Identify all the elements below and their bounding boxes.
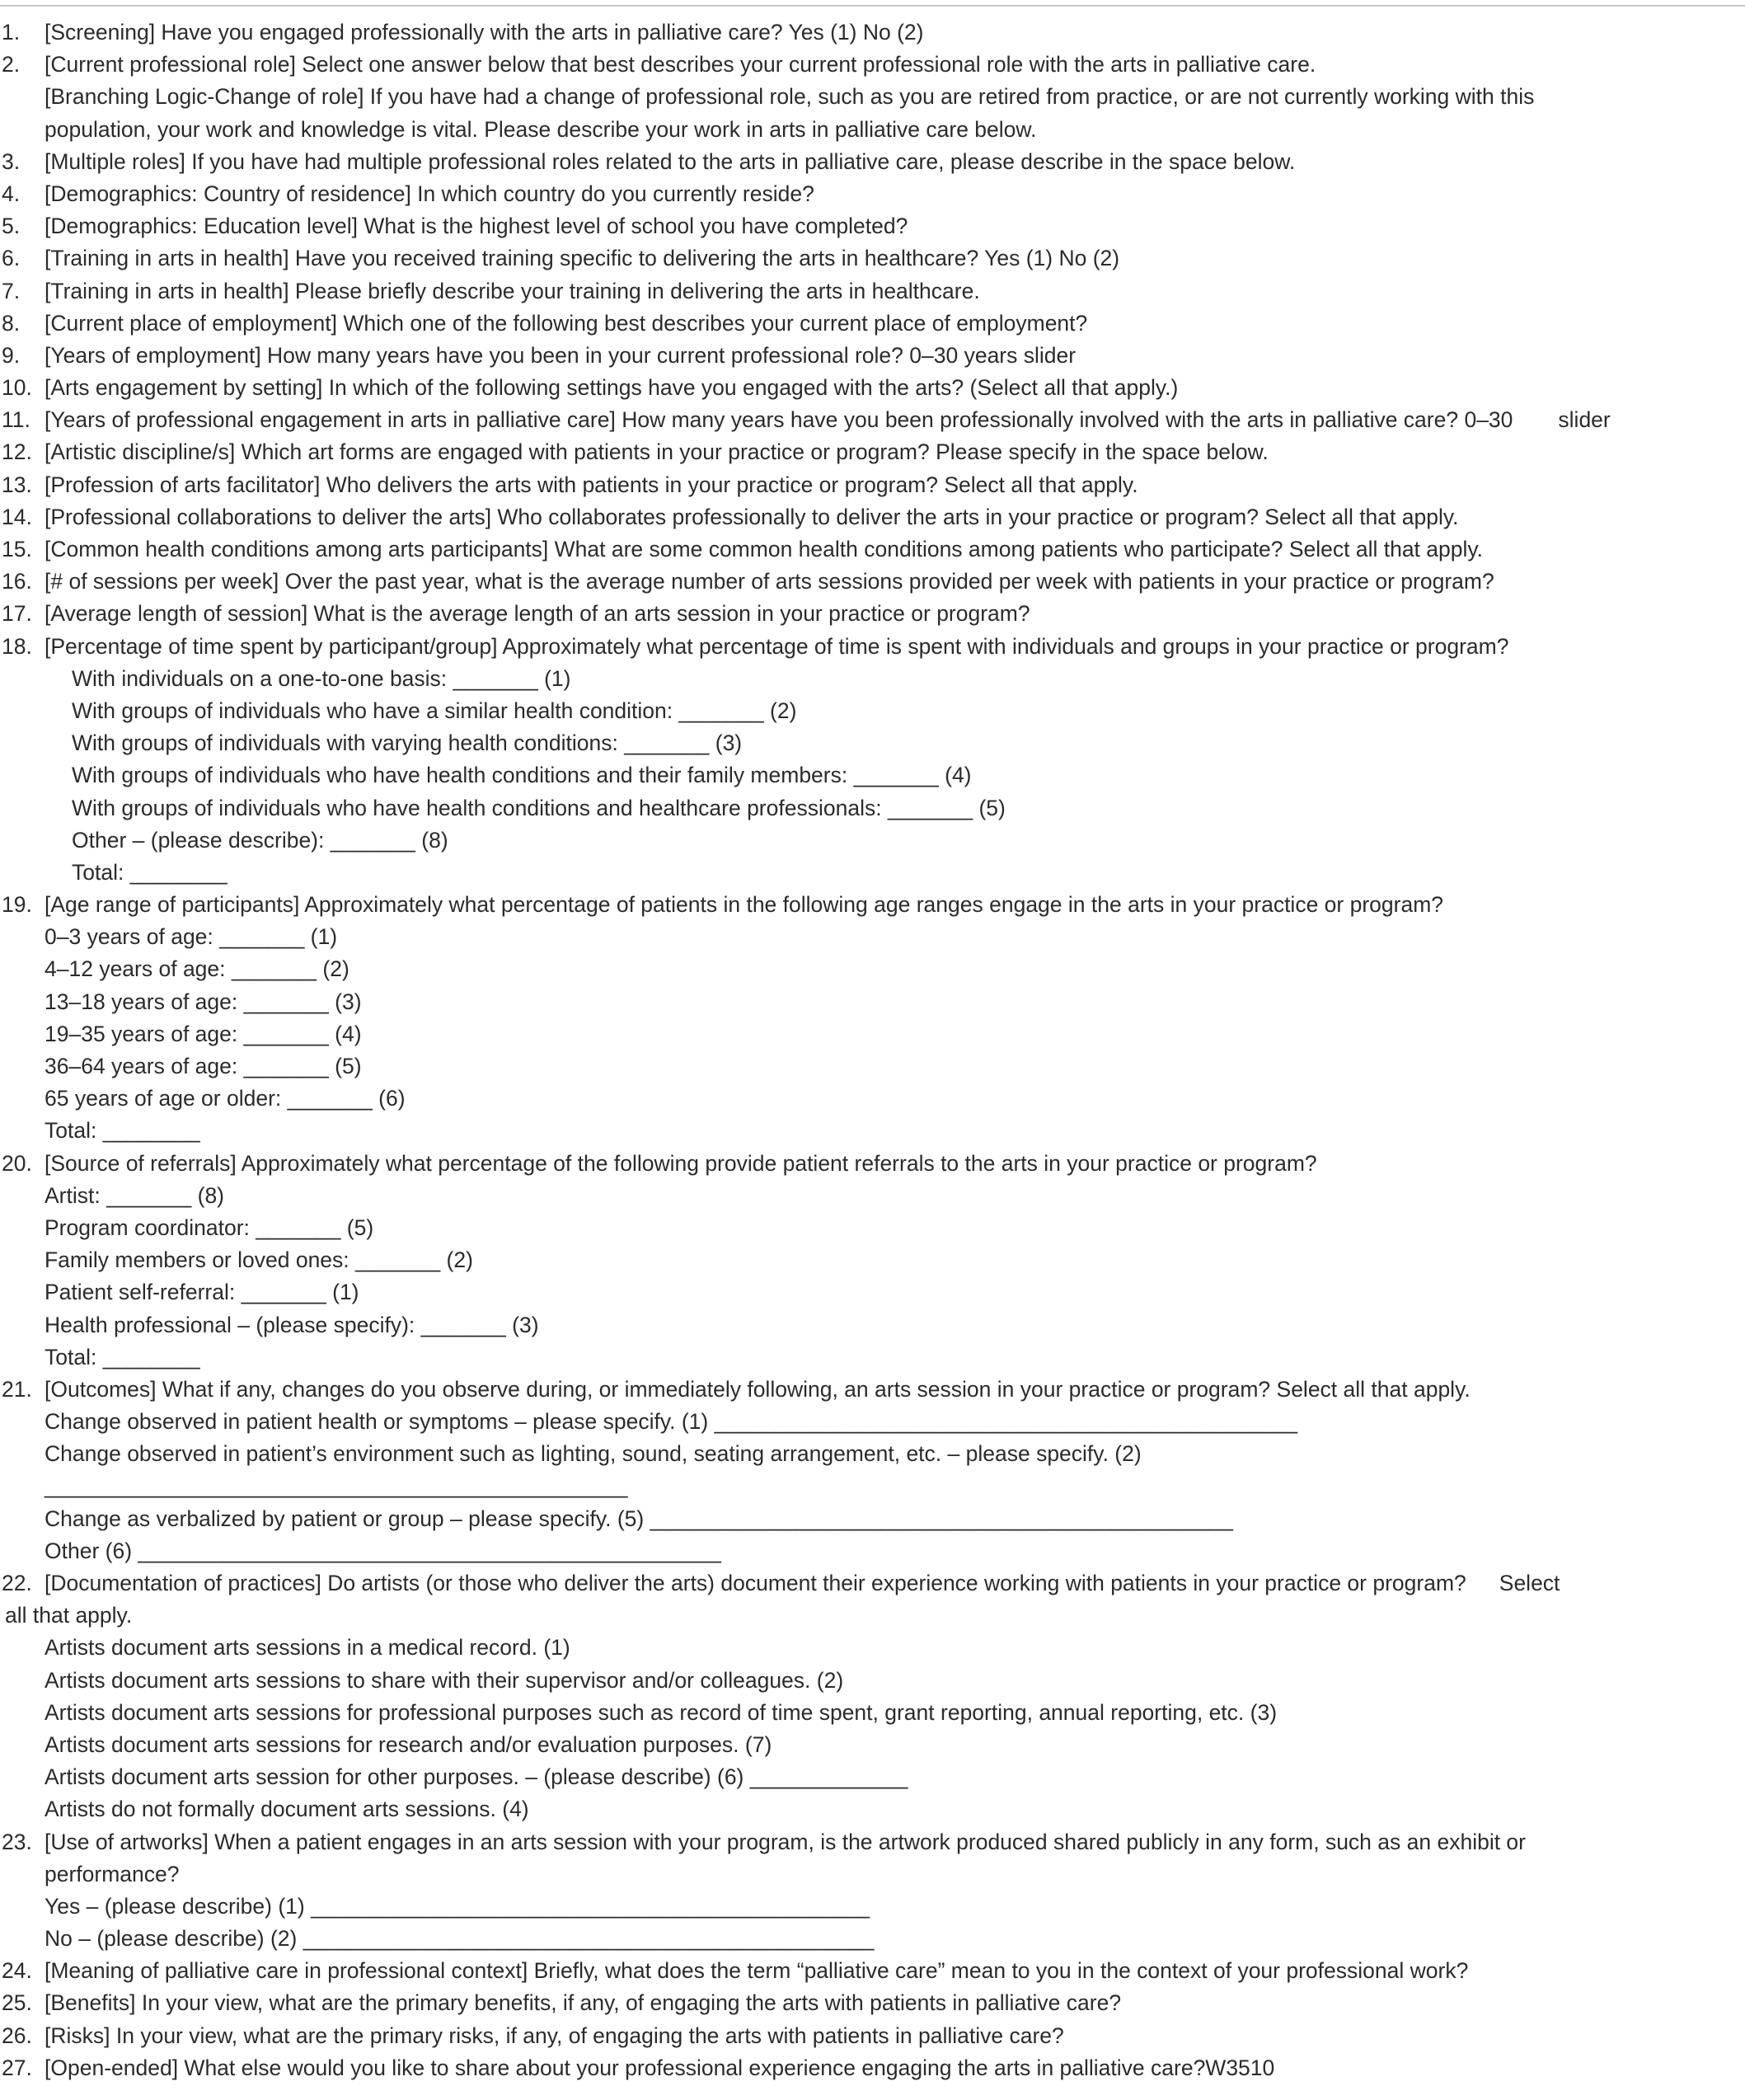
line-text: [Years of professional engagement in arts in palliative care] How many years have you been professionally involved with the arts in palliative care? 0–30 [45,407,1513,433]
question-line [0,533,1745,566]
line-text: [Current professional role] Select one answer below that best describes your current professional role with the arts in palliative care. [45,52,1316,78]
question-line [0,469,1745,501]
line-text: Artists document arts sessions in a medical record. (1) [45,1635,570,1661]
line-text: [Average length of session] What is the average length of an arts session in your practice or program? [45,601,1030,627]
line-text: 13–18 years of age: _______ (3) [45,989,362,1014]
question-number: 25. [2,1990,32,2016]
answer-option-line [0,1341,1745,1374]
answer-option-line [0,1470,1745,1502]
answer-option-line [0,792,1745,824]
answer-option-line [0,921,1745,953]
question-number: 18. [2,633,32,659]
question-line [0,340,1745,372]
question-number: 6. [2,246,21,271]
line-text: [Demographics: Education level] What is the highest level of school you have completed? [45,214,908,239]
line-tail-text: Select [1499,1571,1560,1595]
question-number: 27. [2,2055,32,2080]
line-text: No – (please describe) (2) _______________________________________________ [45,1926,875,1952]
line-text: Total: ________ [72,859,228,885]
line-text: [Profession of arts facilitator] Who delivers the arts with patients in your practice or program? Select all that apply. [45,472,1138,497]
question-number: 16. [2,569,32,594]
answer-option-line [0,1180,1745,1212]
question-line [0,436,1745,468]
answer-option-line [0,824,1745,857]
question-line [0,372,1745,404]
answer-option-line [0,1535,1745,1567]
line-text: With groups of individuals with varying health conditions: _______ (3) [72,731,743,756]
question-line [0,598,1745,630]
question-number: 12. [2,439,32,465]
answer-option-line [0,986,1745,1018]
line-text: 65 years of age or older: _______ (6) [45,1086,406,1111]
answer-option-line [0,1729,1745,1761]
survey-question-list [0,16,1745,2084]
line-text: [# of sessions per week] Over the past year, what is the average number of arts sessions provided per week with patients in your practice or program? [45,569,1494,594]
line-text: [Benefits] In your view, what are the primary benefits, if any, of engaging the arts with patients in palliative care? [45,1990,1122,2016]
answer-option-line [0,1276,1745,1308]
line-text: Total: ________ [45,1344,200,1369]
question-number: 7. [2,278,21,303]
answer-option-line [0,1858,1745,1891]
question-number: 13. [2,472,32,497]
line-text: [Multiple roles] If you have had multiple professional roles related to the arts in palliative care, please describe in the space below. [45,148,1296,174]
question-number: 5. [2,214,21,239]
line-text: With individuals on a one-to-one basis: _______ (1) [72,665,571,691]
question-number: 3. [2,148,21,174]
line-text: [Professional collaborations to deliver the arts] Who collaborates professionally to deliver the arts in your practice or program? Select all that apply. [45,504,1459,529]
line-text: Artists document arts sessions for professional purposes such as record of time spent, grant reporting, annual reporting, etc. (3) [45,1699,1278,1725]
question-line [0,1567,1745,1600]
question-line [0,2052,1745,2084]
line-text: Artists do not formally document arts sessions. (4) [45,1797,529,1822]
answer-option-line [0,1923,1745,1955]
line-text: Change observed in patient’s environment such as lighting, sound, seating arrangement, etc. – please specify. (2) [45,1441,1142,1467]
question-number: 11. [2,407,30,433]
answer-option-line [0,663,1745,695]
question-number: 14. [2,504,32,529]
question-number: 23. [2,1829,32,1854]
line-text: ________________________________________________ [45,1473,628,1499]
line-text: With groups of individuals who have health conditions and healthcare professionals: _______ (5) [72,795,1006,820]
line-text: [Outcomes] What if any, changes do you observe during, or immediately following, an arts session in your practice or program? Select all that apply. [45,1376,1471,1402]
line-text: [Common health conditions among arts participants] What are some common health conditions among patients who participate? Select all that apply. [45,537,1484,561]
line-text: 0–3 years of age: _______ (1) [45,924,338,950]
answer-option-line [0,1761,1745,1793]
question-number: 19. [2,892,32,918]
line-text: Other (6) ________________________________________________ [45,1538,721,1563]
question-line [0,210,1745,242]
answer-option-line [0,1632,1745,1664]
question-line [0,501,1745,533]
question-number: 24. [2,1958,32,1984]
line-text: population, your work and knowledge is vital. Please describe your work in arts in palliative care below. [45,116,1037,142]
answer-option-line [0,1212,1745,1244]
line-text: [Open-ended] What else would you like to share about your professional experience engaging the arts in palliative care?W3510 [45,2055,1275,2080]
line-text: [Risks] In your view, what are the primary risks, if any, of engaging the arts with patients in palliative care? [45,2022,1064,2048]
question-number: 4. [2,181,21,206]
question-line [0,275,1745,308]
line-text: [Meaning of palliative care in professional context] Briefly, what does the term “palliative care” mean to you in the context of your professional work? [45,1958,1469,1984]
line-text: [Documentation of practices] Do artists (or those who deliver the arts) document their experience working with patients in your practice or program? [45,1571,1466,1595]
line-text: [Source of referrals] Approximately what percentage of the following provide patient referrals to the arts in your practice or program? [45,1150,1317,1176]
line-text: [Use of artworks] When a patient engages in an arts session with your program, is the artwork produced shared publicly in any form, such as an exhibit or [45,1829,1526,1854]
answer-option-line [0,1018,1745,1050]
line-text: Artists document arts sessions for research and/or evaluation purposes. (7) [45,1731,772,1757]
question-number: 22. [2,1571,32,1595]
question-number: 2. [2,52,21,78]
answer-option-line [0,1600,1745,1632]
line-text: [Artistic discipline/s] Which art forms are engaged with patients in your practice or program? Please specify in the space below. [45,439,1269,465]
line-text: Yes – (please describe) (1) ______________________________________________ [45,1893,870,1919]
question-number: 20. [2,1150,32,1176]
line-text: [Branching Logic-Change of role] If you have had a change of professional role, such as you are retired from practice, or are not currently working with this [45,84,1535,110]
line-text: Patient self-referral: _______ (1) [45,1280,359,1305]
question-line [0,889,1745,921]
question-number: 9. [2,342,21,368]
line-text: [Training in arts in health] Have you received training specific to delivering the arts in healthcare? Yes (1) No (2) [45,246,1120,271]
line-text: Total: ________ [45,1118,200,1144]
question-line [0,631,1745,663]
line-text: performance? [45,1861,180,1886]
question-line [0,242,1745,275]
answer-option-line [0,1891,1745,1923]
question-line [0,16,1745,49]
answer-option-line [0,953,1745,985]
question-line [0,146,1745,178]
line-text: Change observed in patient health or symptoms – please specify. (1) ________________________________________________ [45,1409,1298,1435]
top-rule [0,5,1745,7]
answer-option-line [0,759,1745,792]
question-line [0,1826,1745,1858]
question-line [0,404,1745,436]
answer-option-line [0,1083,1745,1115]
line-text: With groups of individuals who have a similar health condition: _______ (2) [72,698,797,723]
line-text: [Training in arts in health] Please briefly describe your training in delivering the arts in healthcare. [45,278,980,303]
line-text: [Years of employment] How many years have you been in your current professional role? 0–30 years slider [45,342,1077,368]
question-line [0,49,1745,81]
answer-option-line [0,1793,1745,1825]
question-line [0,1987,1745,2019]
line-text: [Current place of employment] Which one of the following best describes your current place of employment? [45,310,1088,336]
answer-option-line [0,1697,1745,1729]
line-text: Health professional – (please specify): _______ (3) [45,1312,539,1337]
line-text: Family members or loved ones: _______ (2) [45,1247,473,1273]
line-text: [Percentage of time spent by participant/group] Approximately what percentage of time is spent with individuals and groups in your practice or program? [45,633,1509,659]
line-text: Other – (please describe): _______ (8) [72,827,448,853]
line-text: [Arts engagement by setting] In which of the following settings have you engaged with the arts? (Select all that apply.) [45,375,1179,401]
answer-option-line [0,1438,1745,1470]
line-text: Program coordinator: _______ (5) [45,1214,374,1240]
question-number: 26. [2,2022,32,2048]
question-line [0,1955,1745,1987]
line-text: [Demographics: Country of residence] In which country do you currently reside? [45,181,814,206]
line-text: all that apply. [5,1603,133,1628]
answer-option-line [0,857,1745,889]
question-line [0,178,1745,210]
question-number: 15. [2,537,32,561]
question-line [0,1374,1745,1406]
answer-option-line [0,1406,1745,1438]
answer-option-line [0,114,1745,146]
answer-option-line [0,695,1745,727]
line-text: With groups of individuals who have health conditions and their family members: _______ (4) [72,763,972,788]
answer-option-line [0,1115,1745,1147]
question-number: 17. [2,601,32,627]
answer-option-line [0,1665,1745,1697]
question-line [0,566,1745,598]
line-text: [Screening] Have you engaged professionally with the arts in palliative care? Yes (1) No (2) [45,20,924,45]
line-text: 4–12 years of age: _______ (2) [45,956,349,982]
answer-option-line [0,1244,1745,1276]
question-line [0,2020,1745,2052]
line-text: Artists document arts sessions to share with their supervisor and/or colleagues. (2) [45,1667,844,1693]
question-number: 21. [2,1376,32,1402]
line-text: [Age range of participants] Approximately what percentage of patients in the following age ranges engage in the arts in your practice or program? [45,892,1444,918]
line-text: 19–35 years of age: _______ (4) [45,1021,362,1046]
answer-option-line [0,1050,1745,1083]
answer-option-line [0,1503,1745,1535]
line-tail-text: slider [1558,407,1611,433]
question-line [0,308,1745,340]
question-number: 8. [2,310,21,336]
question-line [0,1148,1745,1180]
line-text: Artist: _______ (8) [45,1182,225,1208]
question-number: 1. [2,20,21,45]
line-text: Artists document arts session for other purposes. – (please describe) (6) _____________ [45,1764,908,1790]
answer-option-line [0,81,1745,113]
line-text: Change as verbalized by patient or group – please specify. (5) ________________________________________________ [45,1506,1233,1531]
question-number: 10. [2,375,32,401]
answer-option-line [0,727,1745,759]
line-text: 36–64 years of age: _______ (5) [45,1054,362,1078]
answer-option-line [0,1309,1745,1341]
